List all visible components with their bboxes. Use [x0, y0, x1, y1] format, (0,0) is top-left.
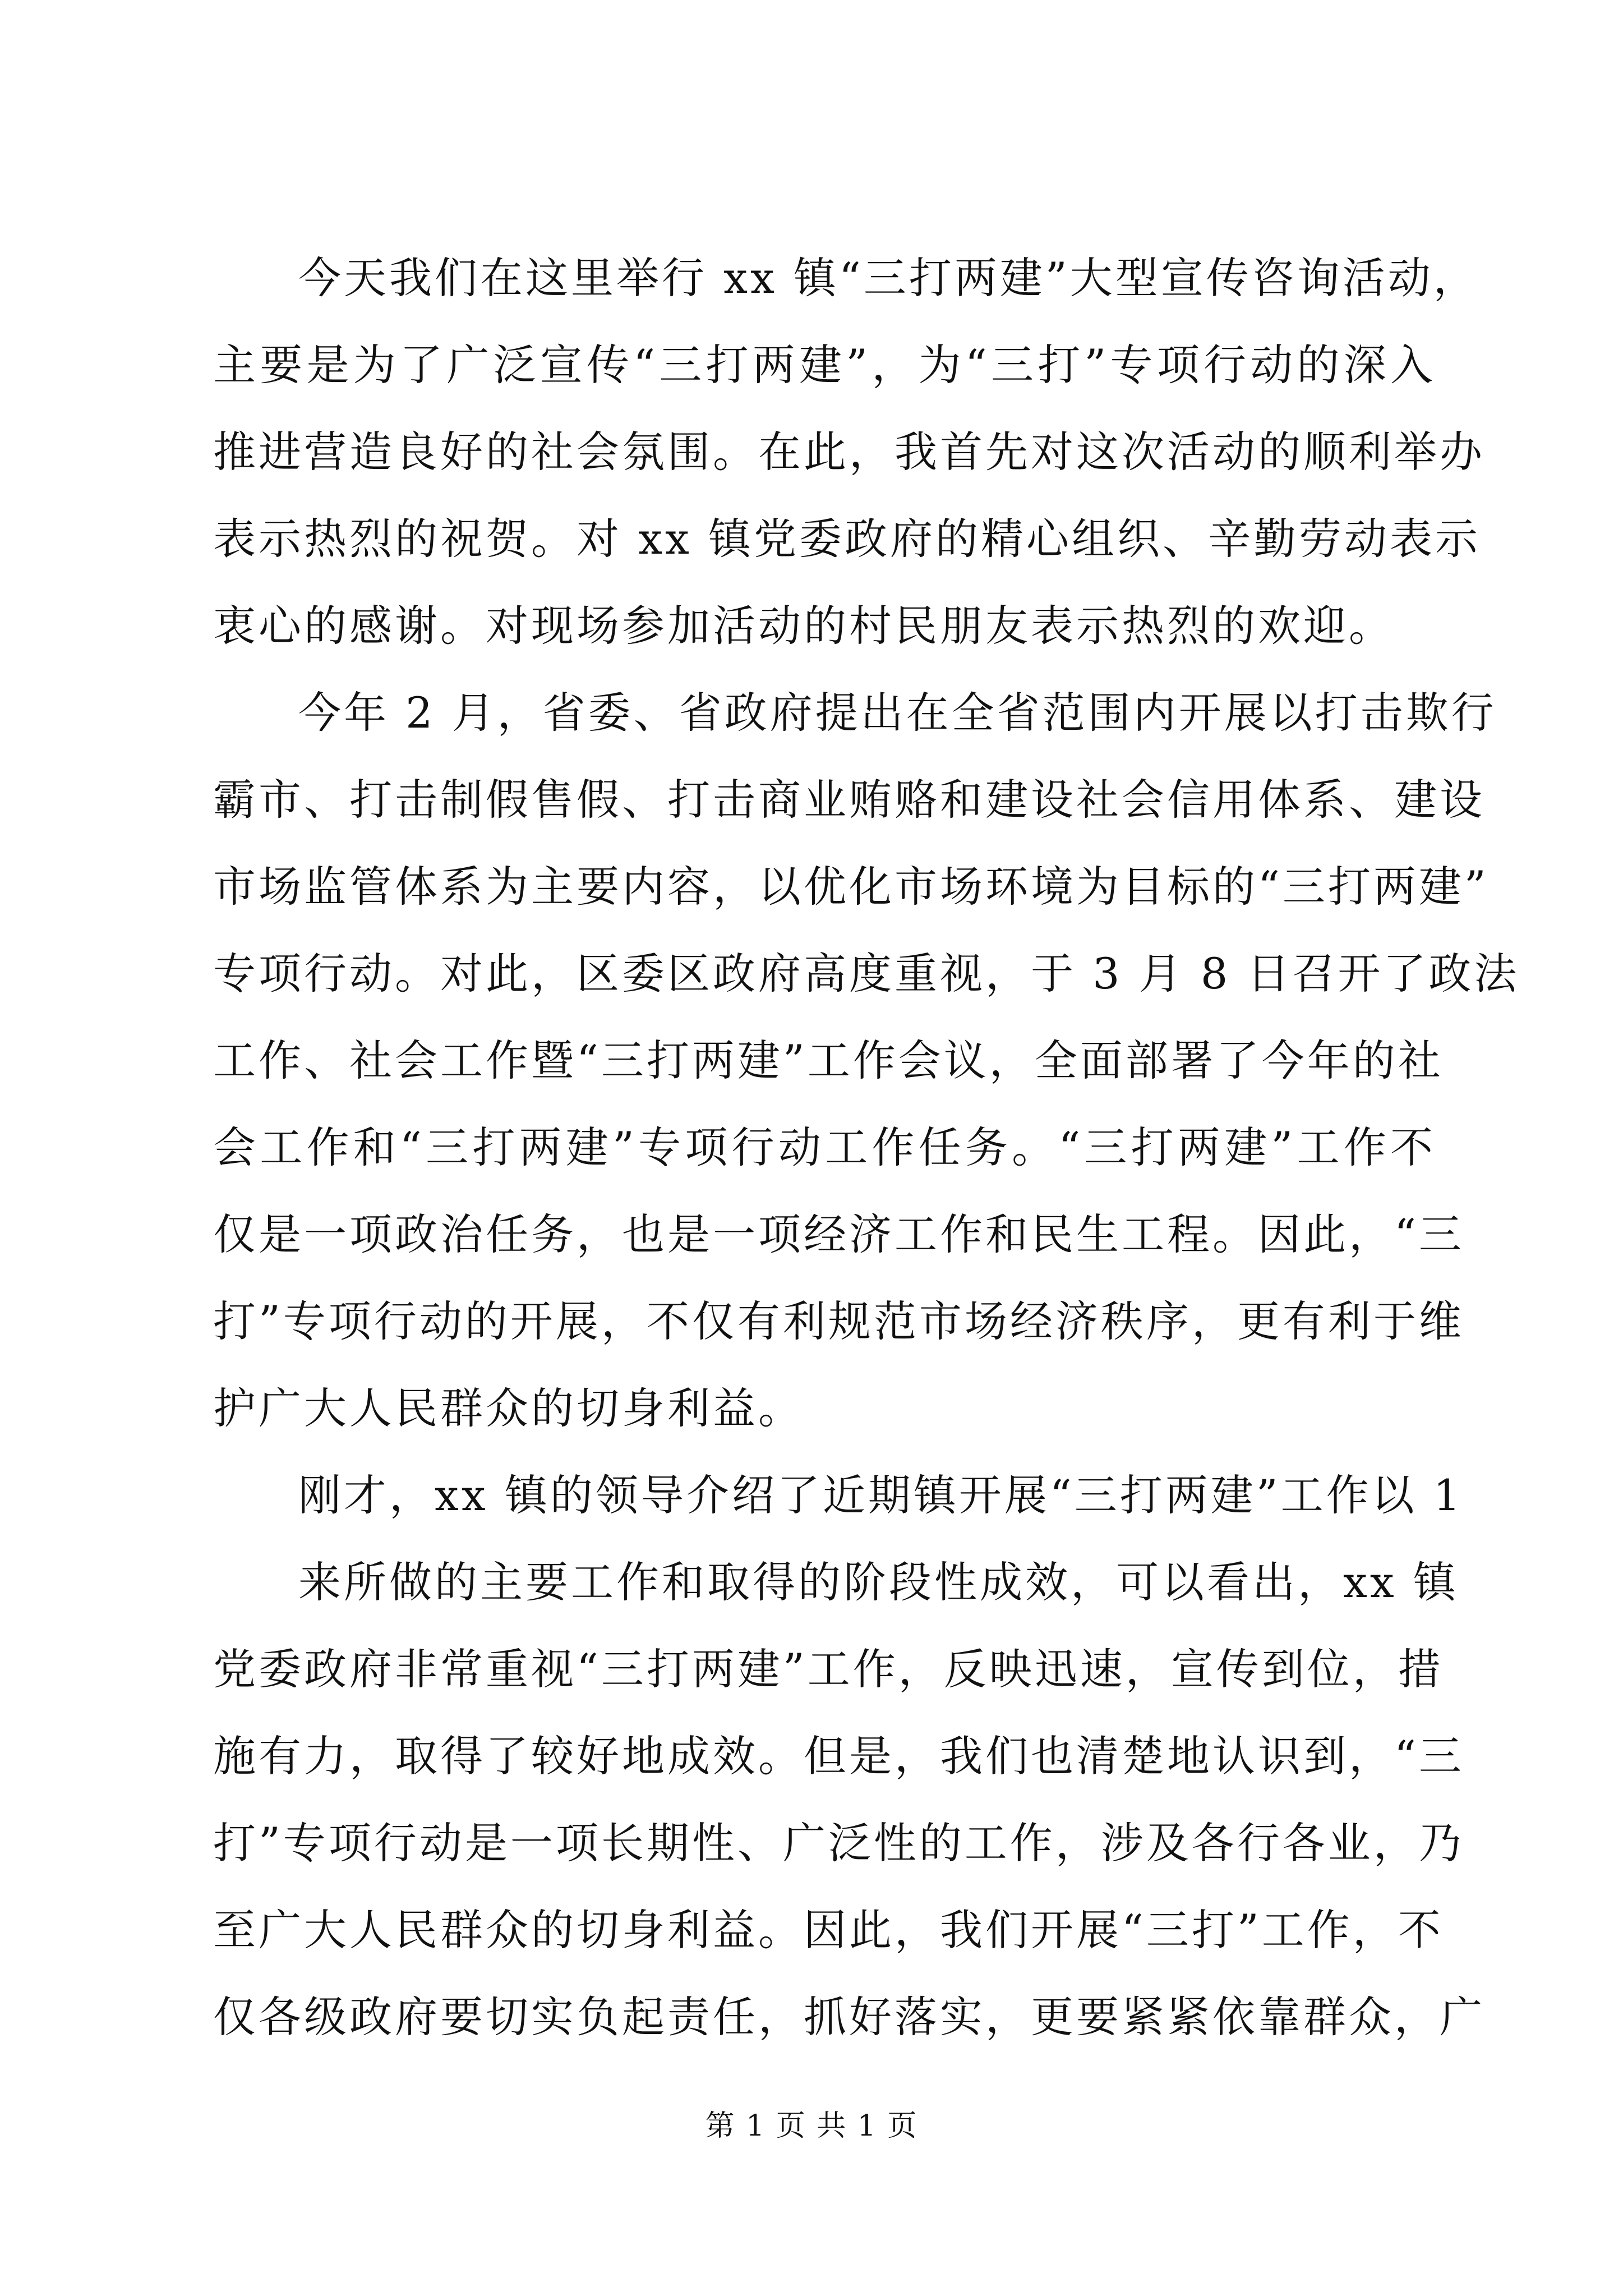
paragraph-3-line-2: 来所做的主要工作和取得的阶段性成效，可以看出，xx 镇: [298, 1557, 1459, 1607]
paragraph-2-line-7: 仅是一项政治任务，也是一项经济工作和民生工程。因此，“三: [213, 1209, 1464, 1259]
paragraph-1-line-5: 衷心的感谢。对现场参加活动的村民朋友表示热烈的欢迎。: [213, 601, 1394, 651]
paragraph-2-line-6: 会工作和“三打两建”专项行动工作任务。“三打两建”工作不: [213, 1122, 1436, 1172]
paragraph-3-line-7: 仅各级政府要切实负起责任，抓好落实，更要紧紧依靠群众，广: [213, 1992, 1485, 2042]
paragraph-1-line-3: 推进营造良好的社会氛围。在此，我首先对这次活动的顺利举办: [213, 427, 1485, 477]
paragraph-3-line-6: 至广大人民群众的切身利益。因此，我们开展“三打”工作，不: [213, 1905, 1444, 1955]
paragraph-2-line-5: 工作、社会工作暨“三打两建”工作会议，全面部署了今年的社: [213, 1036, 1444, 1085]
paragraph-3-line-1: 刚才，xx 镇的领导介绍了近期镇开展“三打两建”工作以 1: [298, 1470, 1464, 1520]
body-text: [213, 234, 1520, 2060]
paragraph-3-line-3: 党委政府非常重视“三打两建”工作，反映迅速，宣传到位，措: [213, 1644, 1444, 1694]
page-number-footer: 第 1 页 共 1 页: [705, 2109, 918, 2143]
paragraph-1-line-4: 表示热烈的祝贺。对 xx 镇党委政府的精心组织、辛勤劳动表示: [213, 514, 1481, 564]
paragraph-2-line-2: 霸市、打击制假售假、打击商业贿赂和建设社会信用体系、建设: [213, 775, 1485, 825]
paragraph-2-line-9: 护广大人民群众的切身利益。: [213, 1383, 804, 1433]
paragraph-2-line-4: 专项行动。对此，区委区政府高度重视，于 3 月 8 日召开了政法: [213, 949, 1520, 999]
paragraph-1-line-1: 今天我们在这里举行 xx 镇“三打两建”大型宣传咨询活动，: [298, 253, 1479, 303]
paragraph-2-line-8: 打”专项行动的开展，不仅有利规范市场经济秩序，更有利于维: [213, 1296, 1464, 1346]
paragraph-3-line-5: 打”专项行动是一项长期性、广泛性的工作，涉及各行各业，乃: [213, 1818, 1464, 1868]
paragraph-3-line-4: 施有力，取得了较好地成效。但是，我们也清楚地认识到，“三: [213, 1731, 1464, 1781]
paragraph-2-line-3: 市场监管体系为主要内容，以优化市场环境为目标的“三打两建”: [213, 862, 1489, 912]
paragraph-1-line-2: 主要是为了广泛宣传“三打两建”，为“三打”专项行动的深入: [213, 340, 1436, 390]
paragraph-2-line-1: 今年 2 月，省委、省政府提出在全省范围内开展以打击欺行: [298, 688, 1497, 738]
